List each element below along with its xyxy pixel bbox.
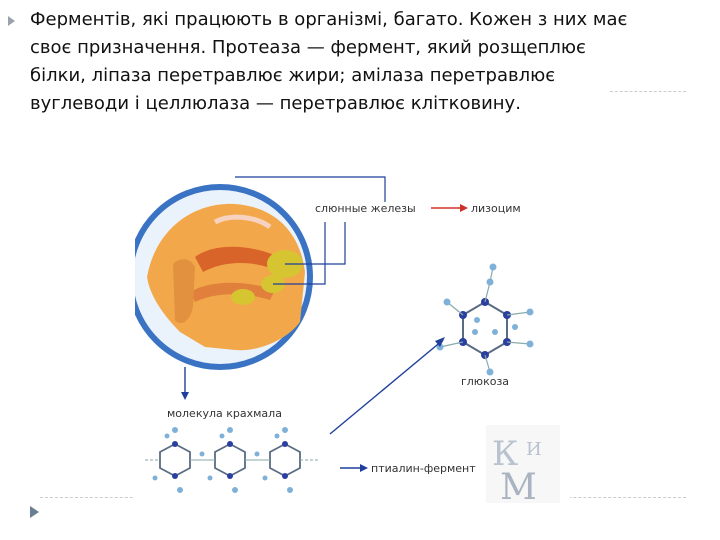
paragraph-line-1: Ферментів, які працюють в організмі, багато. Кожен з них має	[30, 9, 628, 30]
paragraph-line-4: вуглеводи і целлюлаза — перетравлює клітковину.	[30, 93, 521, 114]
svg-text:М: М	[500, 467, 537, 503]
label-glucose: глюкоза	[461, 375, 510, 388]
text-paragraph	[30, 6, 720, 118]
arrow-head-ptyalin	[360, 464, 368, 472]
glucose-molecule-image	[437, 264, 534, 376]
arrow-to-glucose	[330, 340, 443, 434]
label-lysozyme: лизоцим	[471, 202, 521, 215]
label-salivary-glands: слюнные железы	[315, 202, 416, 215]
head-cross-section-image	[135, 187, 310, 367]
bullet-icon	[8, 16, 15, 26]
arrow-head-down	[181, 392, 189, 400]
svg-text:К: К	[492, 434, 519, 474]
kim-logo	[486, 425, 560, 503]
divider-top	[610, 91, 686, 92]
label-ptyalin: птиалин-фермент	[371, 462, 476, 475]
paragraph-line-3: білки, ліпаза перетравлює жири; амілаза перетравлює	[30, 65, 556, 86]
label-starch-molecule: молекула крахмала	[167, 407, 282, 420]
svg-text:И: И	[526, 439, 542, 460]
starch-chain-image	[145, 427, 320, 493]
nav-arrow-icon[interactable]	[30, 506, 39, 518]
paragraph-line-2: своє призначення. Протеаза — фермент, який розщеплює	[30, 37, 586, 58]
arrow-head-red	[460, 204, 468, 212]
